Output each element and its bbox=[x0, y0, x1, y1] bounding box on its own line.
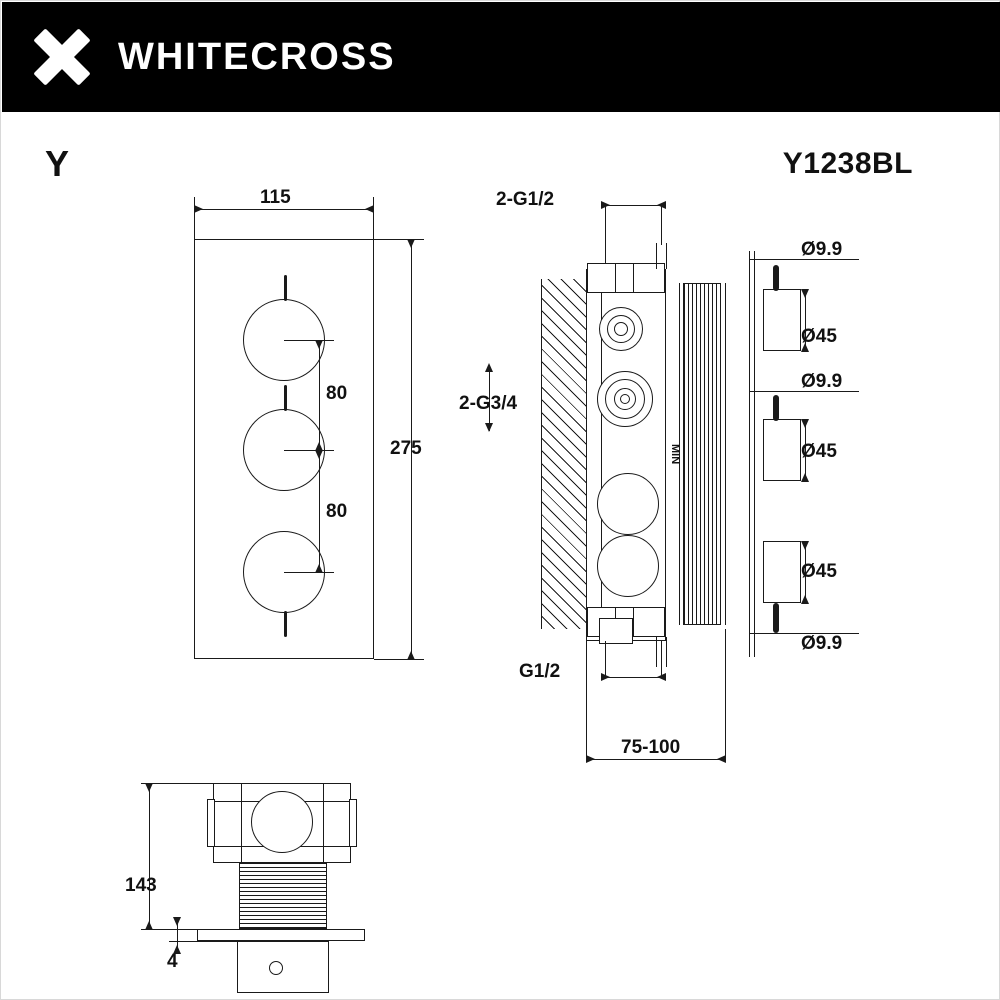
bv-body-div-l bbox=[241, 783, 242, 863]
label-d45-top: Ø45 bbox=[801, 326, 837, 347]
series-letter: Y bbox=[45, 143, 70, 184]
dim-4-ext-bottom bbox=[169, 941, 239, 942]
dim-143-line bbox=[149, 783, 150, 929]
boss-middle bbox=[763, 419, 801, 481]
handle-bottom-stem bbox=[284, 611, 287, 637]
cartridge-4 bbox=[597, 535, 659, 597]
dim-g12b-ext-r bbox=[661, 641, 662, 677]
bv-ribbed-sleeve bbox=[239, 863, 327, 929]
model-code: Y1238BL bbox=[782, 147, 913, 180]
bottom-stub-left bbox=[656, 637, 657, 667]
top-stub-left bbox=[656, 243, 657, 269]
label-2g34: 2-G3/4 bbox=[459, 393, 518, 414]
bottom-stub-right bbox=[666, 637, 667, 667]
dim-width-ext-right bbox=[373, 197, 374, 241]
faceplate-side-edge bbox=[749, 251, 750, 657]
dim-height-ext-top bbox=[374, 239, 424, 240]
bv-body-div-r bbox=[323, 783, 324, 863]
label-depth: 75-100 bbox=[621, 737, 681, 758]
boss-top bbox=[763, 289, 801, 351]
dim-g12b-ext-l bbox=[605, 641, 606, 677]
top-thread-line-1 bbox=[615, 263, 616, 293]
dim-g12-ext-r bbox=[661, 205, 662, 245]
dim-80a-ext-top bbox=[284, 340, 334, 341]
min-mark-label: MIN bbox=[669, 444, 681, 465]
bv-tab-left bbox=[207, 799, 215, 847]
dim-80b-ext-top bbox=[284, 450, 334, 451]
label-g12: G1/2 bbox=[519, 661, 561, 682]
dim-depth-ext-left bbox=[586, 641, 587, 761]
bv-hanging-tab bbox=[237, 941, 329, 993]
dim-80b-label: 80 bbox=[326, 501, 348, 522]
wall-outer-edge bbox=[541, 279, 542, 629]
bv-center-circle bbox=[251, 791, 313, 853]
faceplate-side-edge2 bbox=[754, 251, 755, 657]
boss-middle-pin bbox=[773, 395, 779, 421]
dim-4-ext-top bbox=[169, 929, 201, 930]
label-d99-mid: Ø9.9 bbox=[801, 371, 843, 392]
cartridge-2-core bbox=[620, 394, 630, 404]
label-d99-bot: Ø9.9 bbox=[801, 633, 843, 654]
ribbed-sleeve bbox=[683, 283, 721, 625]
dim-depth-line bbox=[586, 759, 726, 760]
x-cross-logo-icon bbox=[32, 27, 92, 87]
dim-width-ext-left bbox=[194, 197, 195, 241]
brand-header bbox=[2, 2, 1000, 112]
label-d45-mid: Ø45 bbox=[801, 441, 837, 462]
boss-bottom-pin bbox=[773, 603, 779, 633]
top-flange bbox=[587, 263, 665, 293]
cartridge-3 bbox=[597, 473, 659, 535]
handle-middle-stem bbox=[284, 385, 287, 411]
dim-80a-line bbox=[319, 340, 320, 450]
handle-top-stem bbox=[284, 275, 287, 301]
dim-width-line bbox=[194, 209, 374, 210]
label-d99-top: Ø9.9 bbox=[801, 239, 843, 260]
label-d45-bot: Ø45 bbox=[801, 561, 837, 582]
wall-hatching bbox=[541, 279, 586, 629]
cartridge-1-inner bbox=[614, 322, 628, 336]
bv-mount-plate bbox=[197, 929, 365, 941]
bottom-thread-line-2 bbox=[633, 607, 634, 637]
dim-height-ext-bottom bbox=[374, 659, 424, 660]
bv-tab-right bbox=[349, 799, 357, 847]
label-2g12: 2-G1/2 bbox=[496, 189, 555, 210]
top-stub-right bbox=[666, 243, 667, 269]
dim-width-label: 115 bbox=[260, 187, 291, 208]
dim-80b-ext-bottom bbox=[284, 572, 334, 573]
bv-hole bbox=[269, 961, 283, 975]
brand-name: WHITECROSS bbox=[118, 35, 396, 78]
dim-80a-label: 80 bbox=[326, 383, 348, 404]
dim-depth-ext-right bbox=[725, 629, 726, 761]
label-143: 143 bbox=[125, 875, 157, 896]
dim-height-label: 275 bbox=[390, 438, 422, 459]
dim-80b-line bbox=[319, 450, 320, 572]
boss-top-pin bbox=[773, 265, 779, 291]
top-thread-line-2 bbox=[633, 263, 634, 293]
sleeve-edge-right bbox=[725, 283, 726, 625]
dim-g12-ext-l bbox=[605, 205, 606, 263]
boss-bottom bbox=[763, 541, 801, 603]
label-4: 4 bbox=[167, 951, 178, 972]
